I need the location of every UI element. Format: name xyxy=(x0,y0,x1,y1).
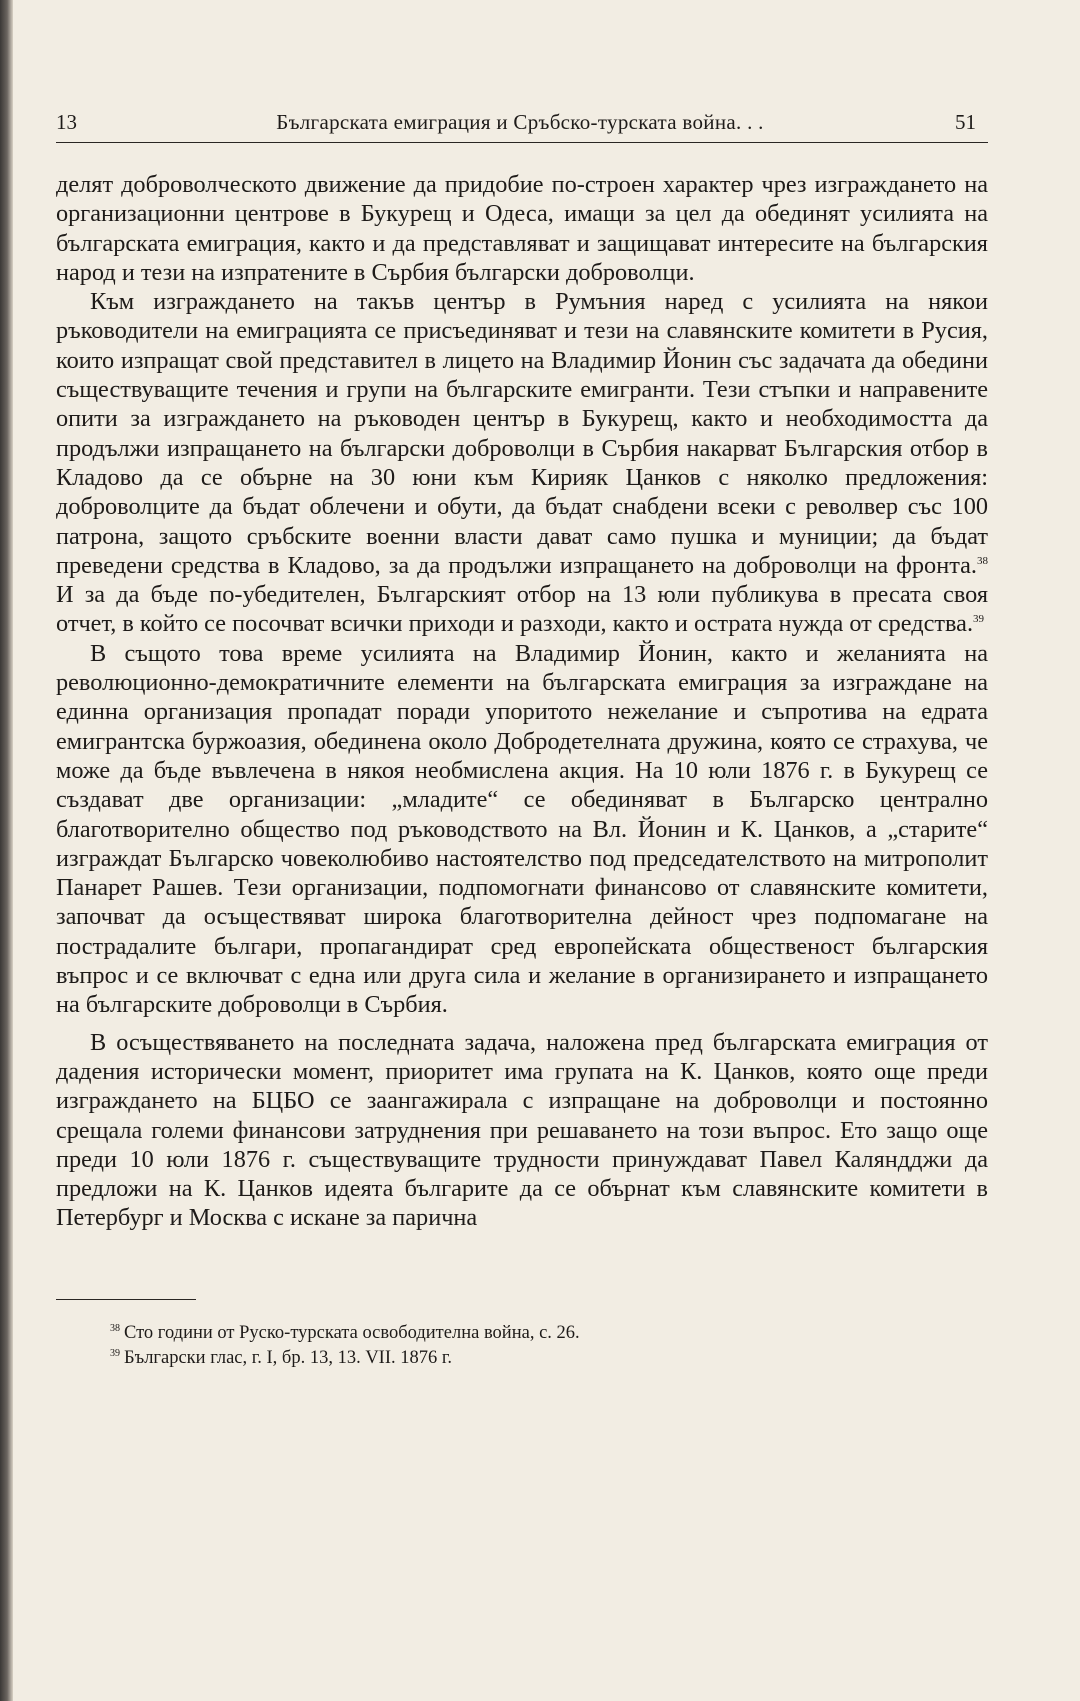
footnote xyxy=(110,1321,988,1346)
paragraph xyxy=(56,639,988,1020)
paragraph-text: И за да бъде по-убедителен, Българският отбор на 13 юли публикува в пресата своя отчет, в който се посочват всички приходи и разходи, както и острата нужда от средства. xyxy=(56,581,988,638)
paragraph-text: В същото това време усилията на Владимир Йонин, както и желанията на революционно-демократичните елементи на българската емиграция за изграждане на единна организация пропадат поради упоритото нежелание и съпротива на едрата емигрантска буржоазия, обединена около Добродетелната дружина, която се страхува, че може да бъде въвлечена в някоя необмислена акция. На 10 юли 1876 г. в Букурещ се създават две организации: „младите“ се обединяват в Българско централно благотворително общество под ръководството на Вл. Йонин и К. Цанков, а „старите“ изграждат Българско човеколюбиво настоятелство под председателството на митрополит Панарет Рашев. Тези организации, подпомогнати финансово от славянските комитети, започват да осъществяват широка благотворителна дейност чрез подпомагане на пострадалите българи, пропагандират сред европейската общественост българския въпрос и се включват с една или друга сила и желание в организирането и изпращането на българските доброволци в Сърбия. xyxy=(56,639,988,1019)
page-number: 51 xyxy=(954,110,976,134)
paragraph xyxy=(56,170,988,287)
scan-binding-edge xyxy=(0,0,13,1701)
paragraph-text: делят доброволческото движение да придобие по-строен характер чрез изграждането на организационни центрове в Букурещ и Одеса, имащи за цел да обединят усилията на българската емиграция, както и да представляват и защищават интересите на българския народ и тези на изпратените в Сърбия български доброволци. xyxy=(56,171,988,286)
running-header xyxy=(56,110,988,143)
footnote-number: 39 xyxy=(110,1347,120,1359)
book-page xyxy=(56,110,988,1371)
section-number: 13 xyxy=(56,110,77,134)
footnote-number: 38 xyxy=(110,1322,120,1334)
body-text xyxy=(56,170,988,1233)
running-title: Българската емиграция и Сръбско-турската война. . . xyxy=(276,110,764,134)
footnote-text: Сто години от Руско-турската освободителна война, с. 26. xyxy=(124,1322,580,1343)
footnote-ref[interactable]: 39 xyxy=(973,613,985,626)
footnote-text: Български глас, г. I, бр. 13, 13. VII. 1876 г. xyxy=(124,1347,453,1368)
paragraph xyxy=(56,287,988,639)
paragraph-text: Към изграждането на такъв център в Румъния наред с усилията на някои ръководители на емиграцията се присъединяват и тези на славянските комитети в Русия, които изпращат свой представител в лицето на Владимир Йонин със задачата да обедини съществуващите течения и групи на българските емигранти. Тези стъпки и направените опити за изграждането на ръководен център в Букурещ, както и необходимостта да продължи изпращането на български доброволци в Сърбия накарват Българския отбор в Кладово да се обърне на 30 юни към Кирияк Цанков с няколко предложения: доброволците да бъдат облечени и обути, да бъдат снабдени всеки с револвер със 100 патрона, защото сръбските военни власти дават само пушка и муниции; да бъдат преведени средства в Кладово, за да продължи изпращането на доброволци на фронта. xyxy=(56,288,988,579)
footnote-ref[interactable]: 38 xyxy=(977,554,988,567)
paragraph-text: В осъществяването на последната задача, наложена пред българската емиграция от дадения исторически момент, приоритет има групата на К. Цанков, която още преди изграждането на БЦБО се заангажирала с изпращане на доброволци и постоянно срещала големи финансови затруднения при решаването на този въпрос. Ето защо още преди 10 юли 1876 г. съществуващите трудности принуждават Павел Каляндджи да предложи на К. Цанков идеята българите да се обърнат към славянските комитети в Петербург и Москва с искане за парична xyxy=(56,1028,988,1232)
footnote-divider xyxy=(56,1299,196,1300)
footnotes xyxy=(110,1321,988,1371)
footnote xyxy=(110,1346,988,1371)
paragraph xyxy=(56,1028,988,1233)
